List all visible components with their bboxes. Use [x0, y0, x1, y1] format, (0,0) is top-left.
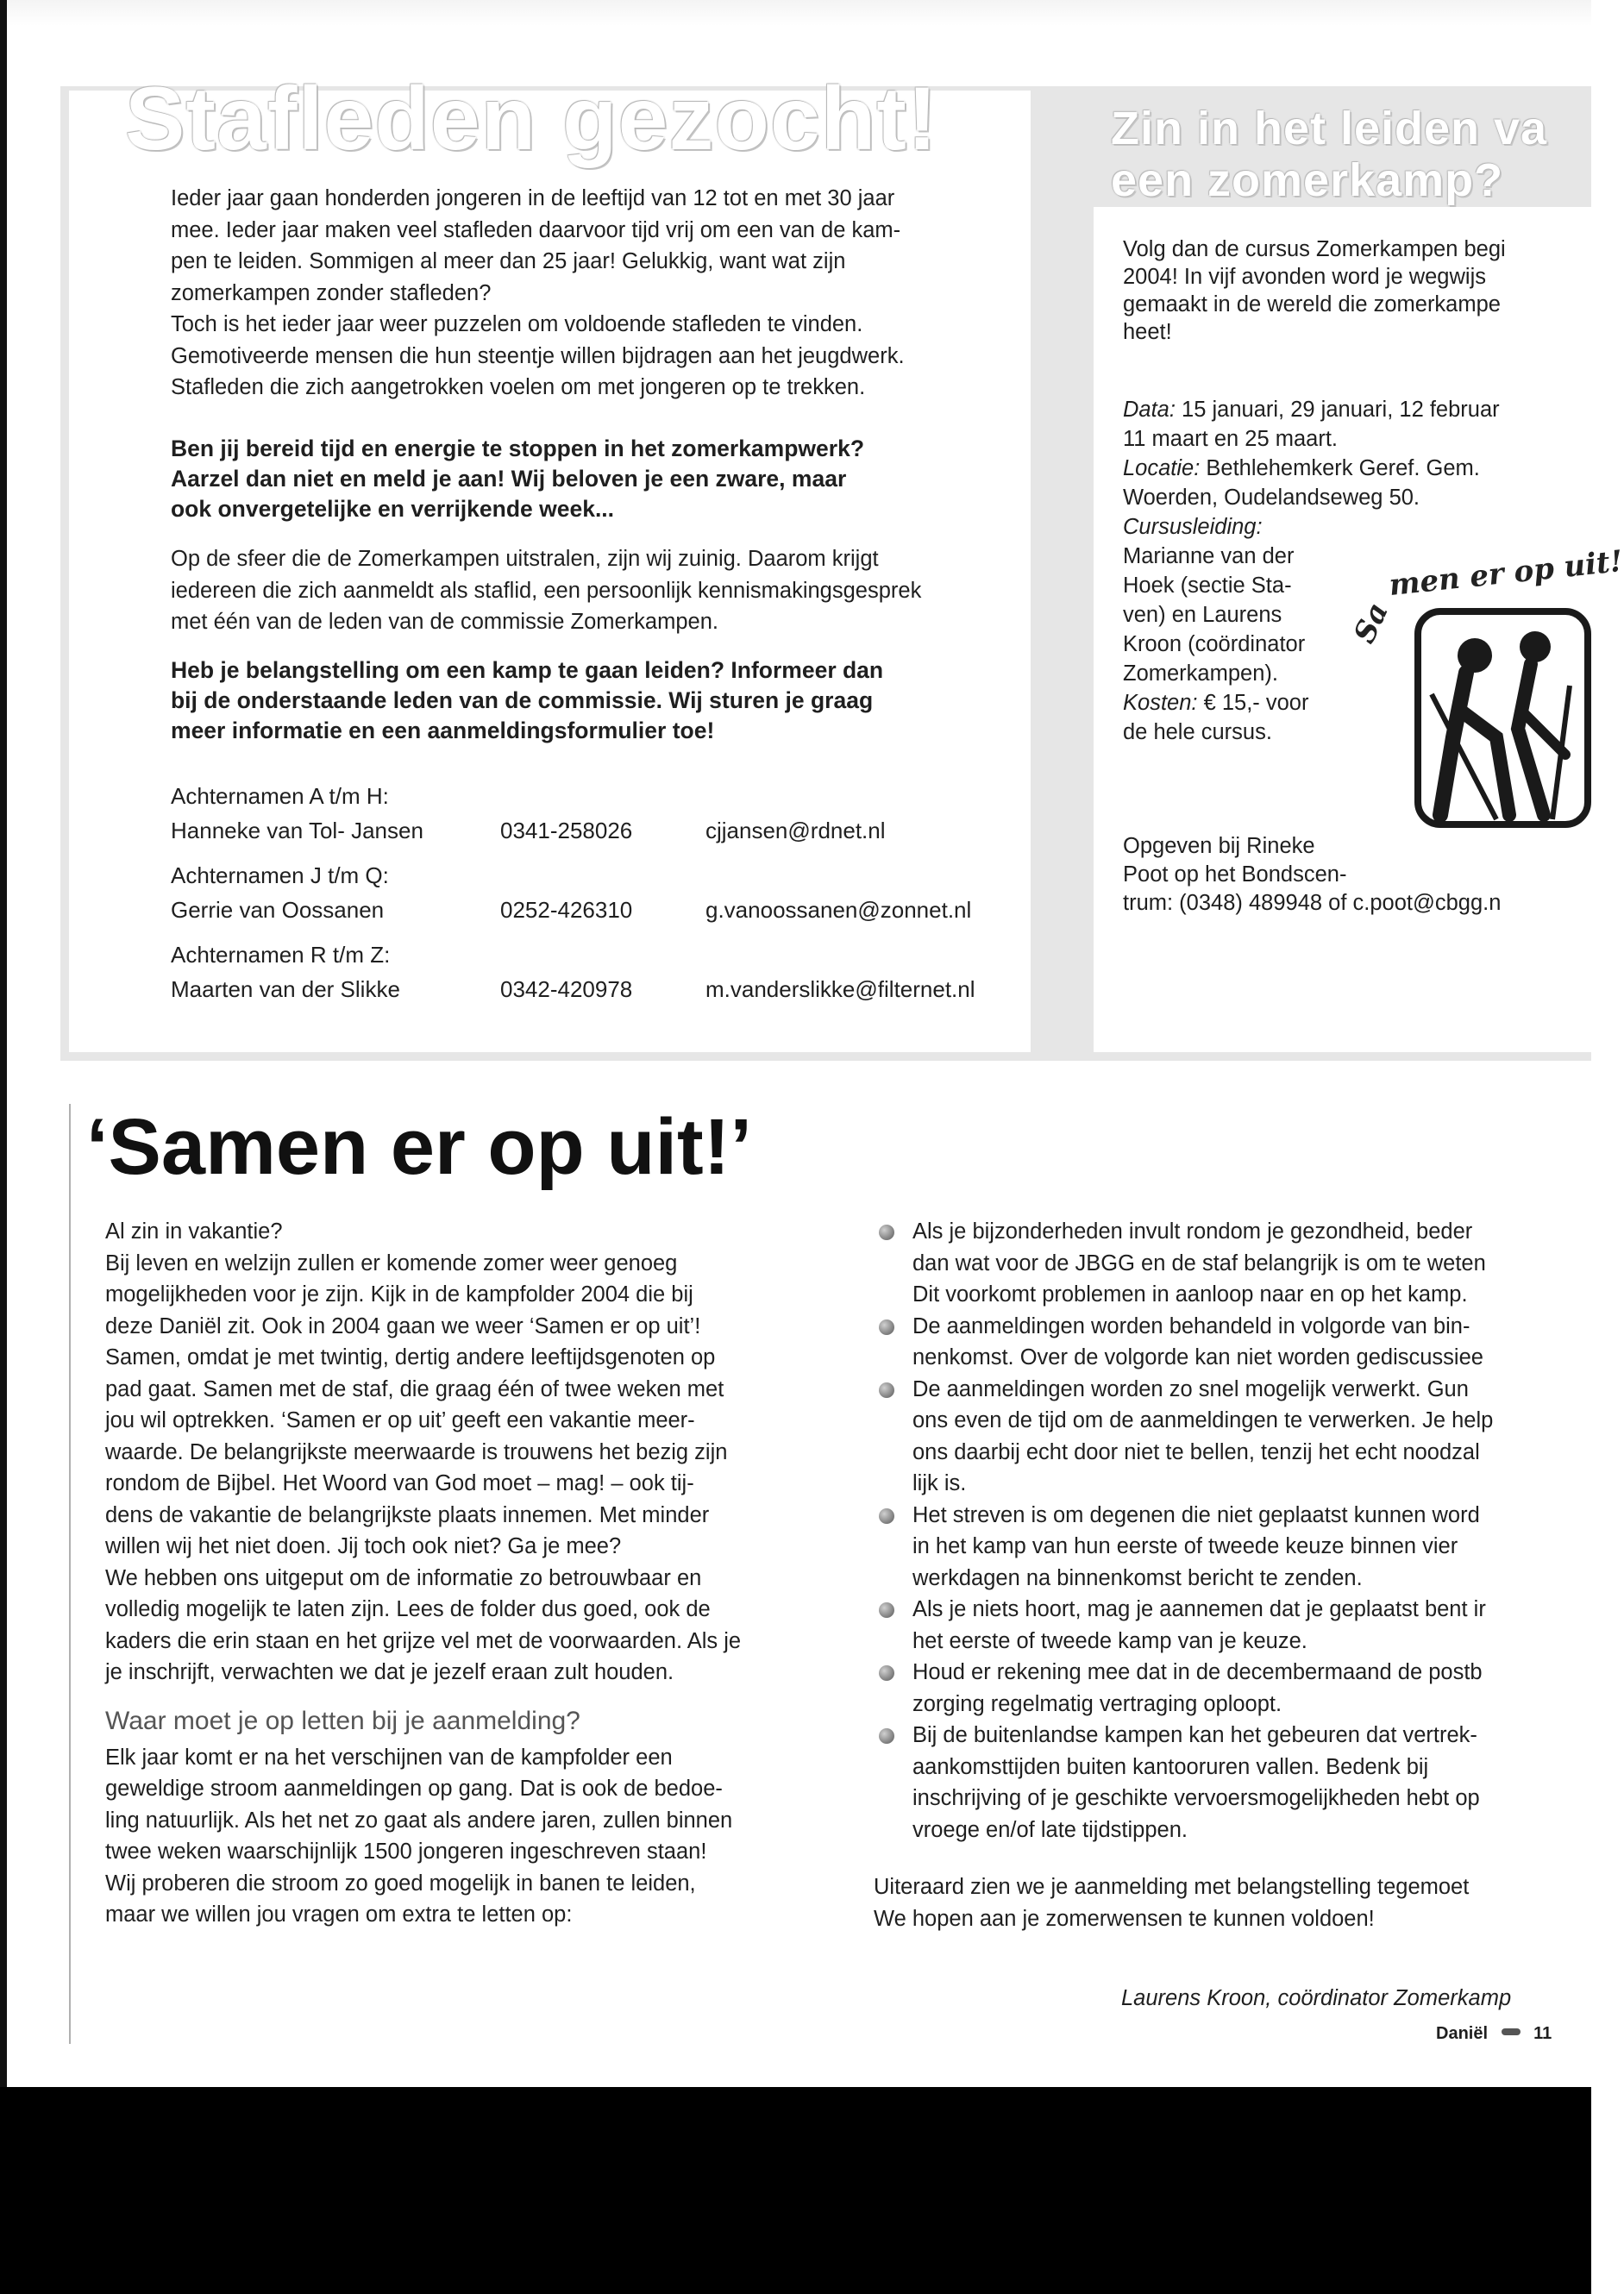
- list-item-line: ons even de tijd om de aanmeldingen te verwerken. Je help: [912, 1408, 1494, 1432]
- article-title: ‘Samen er op uit!’: [86, 1103, 752, 1191]
- magazine-name: Daniël: [1436, 2024, 1489, 2043]
- leiding-line: Marianne van der: [1123, 544, 1295, 568]
- contact-block: [171, 779, 1033, 848]
- list-item: [874, 1500, 1591, 1595]
- cursus-intro-line: gemaakt in de wereld die zomerkampe: [1123, 292, 1501, 317]
- list-item-line: Het streven is om degenen die niet geplaatst kunnen word: [912, 1502, 1480, 1527]
- scan-gutter-line: [69, 1104, 71, 2044]
- article-left-column: [105, 1216, 864, 1931]
- contact-list: [171, 779, 1033, 1006]
- middle-line: Op de sfeer die de Zomerkampen uitstralen, zijn wij zuinig. Daarom krijgt: [171, 547, 879, 571]
- article-right-column: [874, 1216, 1591, 1934]
- list-item: [874, 1720, 1591, 1846]
- leiding-line: Zomerkampen).: [1123, 661, 1278, 686]
- list-item-line: ons daarbij echt door niet te bellen, tenzij het echt noodzal: [912, 1439, 1480, 1464]
- article-line: kaders die erin staan en het grijze vel met de voorwaarden. Als je: [105, 1628, 742, 1653]
- page-footer: [1436, 2024, 1552, 2044]
- kosten-value-2: de hele cursus.: [1123, 720, 1272, 744]
- intro-line: pen te leiden. Sommigen al meer dan 25 jaar! Gelukkig, want wat zijn: [171, 249, 846, 273]
- article-line: ling natuurlijk. Als het net zo gaat als andere jaren, zullen binnen: [105, 1808, 733, 1833]
- contact-name: Maarten van der Slikke: [171, 976, 400, 1002]
- opgeven-line: Opgeven bij Rineke: [1123, 834, 1315, 858]
- list-item-line: vroege en/of late tijdstippen.: [912, 1817, 1188, 1842]
- article-line: mogelijkheden voor je zijn. Kijk in de kampfolder 2004 die bij: [105, 1282, 693, 1307]
- logo-text-sa: Sa: [1347, 597, 1395, 649]
- intro-line: zomerkampen zonder stafleden?: [171, 280, 492, 305]
- list-item-line: nenkomst. Over de volgorde kan niet worden gediscussiee: [912, 1345, 1483, 1370]
- article-line: Bij leven en welzijn zullen er komende zomer weer genoeg: [105, 1250, 678, 1275]
- opgeven-line: trum: (0348) 489948 of c.poot@cbgg.n: [1123, 891, 1502, 915]
- list-item-line: Bij de buitenlandse kampen kan het gebeuren dat vertrek-: [912, 1723, 1477, 1747]
- cursus-intro-line: Volg dan de cursus Zomerkampen begi: [1123, 237, 1506, 261]
- cursus-intro-line: heet!: [1123, 320, 1172, 344]
- article-signature: Laurens Kroon, coördinator Zomerkamp: [1121, 1986, 1512, 2010]
- closing: [874, 1871, 1591, 1934]
- leiding-line: ven) en Laurens: [1123, 603, 1282, 627]
- list-item-line: lijk is.: [912, 1471, 967, 1495]
- cursus-title-line-2: een zomerkamp?: [1111, 154, 1504, 206]
- middle-line: met één van de leden van de commissie Zomerkampen.: [171, 610, 718, 634]
- locatie-value-2: Woerden, Oudelandseweg 50.: [1123, 486, 1420, 510]
- list-item: [874, 1311, 1591, 1374]
- list-item-line: het eerste of tweede kamp van je keuze.: [912, 1628, 1307, 1653]
- bullet-icon: [879, 1225, 894, 1240]
- list-item-line: De aanmeldingen worden zo snel mogelijk verwerkt. Gun: [912, 1376, 1469, 1401]
- scan-edge-top: [0, 0, 1591, 26]
- list-item-line: dan wat voor de JBGG en de staf belangrijk is om te weten: [912, 1250, 1486, 1275]
- intro-line: Toch is het ieder jaar weer puzzelen om voldoende stafleden te vinden.: [171, 312, 863, 336]
- bullet-icon: [879, 1728, 894, 1744]
- article-line: rondom de Bijbel. Het Woord van God moet – mag! – ook tij-: [105, 1471, 694, 1495]
- checklist: [874, 1216, 1591, 1846]
- contact-phone[interactable]: 0342-420978: [500, 976, 633, 1002]
- list-item: [874, 1216, 1591, 1311]
- locatie-label: Locatie:: [1123, 456, 1201, 480]
- list-item: [874, 1657, 1591, 1720]
- article-line: We hebben ons uitgeput om de informatie zo betrouwbaar en: [105, 1565, 702, 1590]
- contact-block: [171, 858, 1033, 927]
- article-line: pad gaat. Samen met de staf, die graag één of twee weken met: [105, 1376, 724, 1401]
- logo-text-rest: men er op uit!: [1387, 543, 1624, 604]
- list-item: [874, 1374, 1591, 1500]
- article-line: je inschrijft, verwachten we dat je jezelf eraan zult houden.: [105, 1660, 674, 1684]
- contact-phone[interactable]: 0341-258026: [500, 818, 633, 843]
- article-line: Al zin in vakantie?: [105, 1219, 283, 1244]
- hikers-icon: [1414, 608, 1591, 828]
- scan-black-band: [0, 2087, 1591, 2294]
- contact-email[interactable]: m.vanderslikke@filternet.nl: [705, 976, 975, 1002]
- list-item-line: zorging regelmatig vertraging oploopt.: [912, 1691, 1282, 1716]
- callout-line: ook onvergetelijke en verrijkende week...: [171, 496, 615, 522]
- stafleden-callout-2: [171, 655, 1033, 746]
- scan-edge-left: [0, 0, 7, 2087]
- kosten-value: € 15,- voor: [1203, 691, 1309, 715]
- callout-line: Aarzel dan niet en meld je aan! Wij beloven je een zware, maar: [171, 466, 847, 492]
- contact-block: [171, 937, 1033, 1006]
- list-item-line: De aanmeldingen worden behandeld in volgorde van bin-: [912, 1313, 1470, 1338]
- data-value-2: 11 maart en 25 maart.: [1123, 427, 1338, 451]
- contact-name: Hanneke van Tol- Jansen: [171, 818, 423, 843]
- bullet-icon: [879, 1382, 894, 1398]
- closing-line: Uiteraard zien we je aanmelding met belangstelling tegemoet: [874, 1875, 1470, 1899]
- cursusleiding-label: Cursusleiding:: [1123, 515, 1263, 539]
- data-label: Data:: [1123, 398, 1176, 422]
- article-line: waarde. De belangrijkste meerwaarde is trouwens het bezig zijn: [105, 1439, 728, 1464]
- stafleden-title: Stafleden gezocht!: [125, 69, 938, 169]
- contact-group: Achternamen A t/m H:: [171, 783, 389, 809]
- list-item-line: Als je bijzonderheden invult rondom je gezondheid, beder: [912, 1219, 1473, 1244]
- article-line: geweldige stroom aanmeldingen op gang. Dat is ook de bedoe-: [105, 1777, 723, 1801]
- contact-group: Achternamen J t/m Q:: [171, 862, 389, 888]
- article-line: jou wil optrekken. ‘Samen er op uit’ geeft een vakantie meer-: [105, 1408, 695, 1432]
- intro-line: Stafleden die zich aangetrokken voelen om met jongeren op te trekken.: [171, 375, 866, 399]
- contact-email[interactable]: cjjansen@rdnet.nl: [705, 818, 886, 843]
- cursus-intro: [1123, 235, 1589, 346]
- stafleden-intro: [171, 183, 1033, 404]
- stafleden-callout-1: [171, 434, 1033, 524]
- closing-line: We hopen aan je zomerwensen te kunnen voldoen!: [874, 1906, 1375, 1931]
- list-item-line: Dit voorkomt problemen in aanloop naar en op het kamp.: [912, 1282, 1468, 1307]
- article-line: Wij proberen die stroom zo goed mogelijk in banen te leiden,: [105, 1871, 696, 1896]
- callout-line: Ben jij bereid tijd en energie te stoppen in het zomerkampwerk?: [171, 436, 865, 461]
- footer-ornament-icon: [1502, 2028, 1521, 2035]
- middle-line: iedereen die zich aanmeldt als staflid, een persoonlijk kennismakingsgesprek: [171, 578, 922, 603]
- article-subheading: Waar moet je op letten bij je aanmelding?: [105, 1706, 580, 1735]
- callout-line: bij de onderstaande leden van de commissie. Wij sturen je graag: [171, 687, 874, 713]
- list-item: [874, 1594, 1591, 1657]
- list-item-line: werkdagen na binnenkomst bericht te zenden.: [912, 1565, 1363, 1590]
- intro-line: Gemotiveerde mensen die hun steentje willen bijdragen aan het jeugdwerk.: [171, 343, 905, 368]
- bullet-icon: [879, 1602, 894, 1618]
- kosten-label: Kosten:: [1123, 691, 1198, 715]
- leiding-line: Kroon (coördinator: [1123, 632, 1306, 656]
- contact-email[interactable]: g.vanoossanen@zonnet.nl: [705, 897, 972, 923]
- article-line: willen wij het niet doen. Jij toch ook niet? Ga je mee?: [105, 1534, 622, 1558]
- stafleden-middle: [171, 543, 1033, 638]
- cursus-intro-line: 2004! In vijf avonden word je wegwijs: [1123, 265, 1486, 289]
- intro-line: Ieder jaar gaan honderden jongeren in de leeftijd van 12 tot en met 30 jaar: [171, 186, 895, 210]
- list-item-line: Houd er rekening mee dat in de decembermaand de postb: [912, 1660, 1483, 1684]
- intro-line: mee. Ieder jaar maken veel stafleden daarvoor tijd vrij om een van de kam-: [171, 217, 901, 242]
- locatie-value: Bethlehemkerk Geref. Gem.: [1206, 456, 1480, 480]
- article-line: deze Daniël zit. Ook in 2004 gaan we weer ‘Samen er op uit’!: [105, 1313, 701, 1338]
- bullet-icon: [879, 1665, 894, 1681]
- list-item-line: inschrijving of je geschikte vervoersmogelijkheden hebt op: [912, 1786, 1480, 1810]
- cursus-title-line-1: Zin in het leiden va: [1111, 103, 1548, 154]
- list-item-line: Als je niets hoort, mag je aannemen dat je geplaatst bent ir: [912, 1597, 1486, 1621]
- article-line: Samen, omdat je met twintig, dertig andere leeftijdsgenoten op: [105, 1345, 716, 1370]
- article-line: twee weken waarschijnlijk 1500 jongeren ingeschreven staan!: [105, 1840, 707, 1864]
- article-line: volledig mogelijk te laten zijn. Lees de folder dus goed, ook de: [105, 1597, 711, 1621]
- opgeven-info: [1123, 832, 1589, 918]
- article-line: dens de vakantie de belangrijkste plaats innemen. Met minder: [105, 1502, 710, 1527]
- contact-phone[interactable]: 0252-426310: [500, 897, 633, 923]
- data-value: 15 januari, 29 januari, 12 februar: [1182, 398, 1500, 422]
- article-line: Elk jaar komt er na het verschijnen van de kampfolder een: [105, 1745, 673, 1770]
- list-item-line: in het kamp van hun eerste of tweede keuze binnen vier: [912, 1534, 1458, 1558]
- opgeven-line: Poot op het Bondscen-: [1123, 862, 1347, 887]
- bullet-icon: [879, 1319, 894, 1335]
- bullet-icon: [879, 1508, 894, 1524]
- samen-er-op-uit-logo: [1345, 543, 1624, 837]
- contact-group: Achternamen R t/m Z:: [171, 942, 391, 968]
- contact-name: Gerrie van Oossanen: [171, 897, 385, 923]
- list-item-line: aankomsttijden buiten kantooruren vallen. Bedenk bij: [912, 1754, 1429, 1779]
- article-line: maar we willen jou vragen om extra te letten op:: [105, 1902, 573, 1927]
- leiding-line: Hoek (sectie Sta-: [1123, 574, 1292, 598]
- callout-line: meer informatie en een aanmeldingsformulier toe!: [171, 718, 715, 743]
- page-number: 11: [1533, 2024, 1552, 2043]
- callout-line: Heb je belangstelling om een kamp te gaan leiden? Informeer dan: [171, 657, 884, 683]
